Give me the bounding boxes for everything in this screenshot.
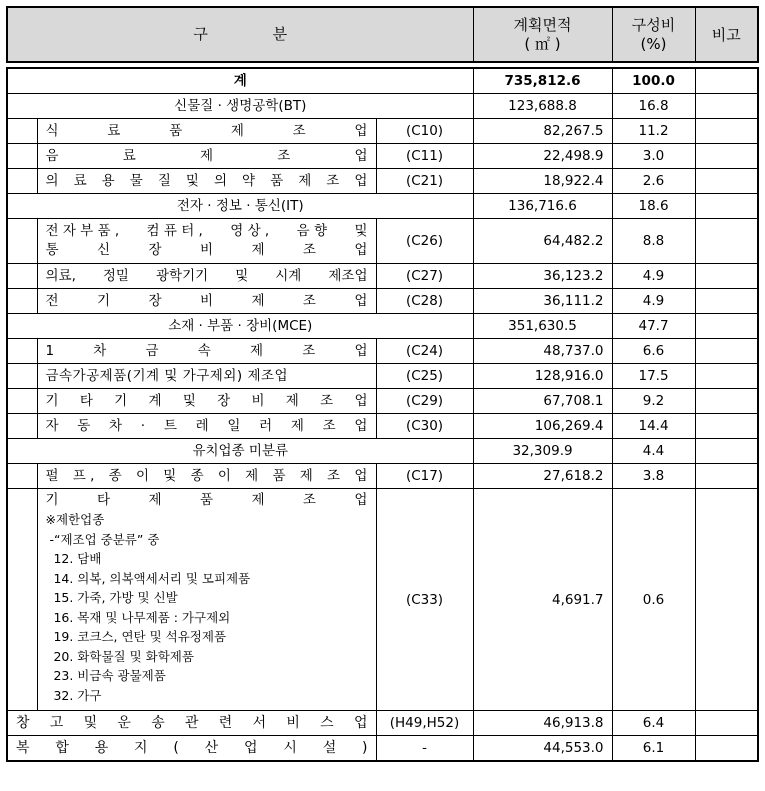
group-area: 32,309.9 xyxy=(473,439,612,464)
complex-row-code: - xyxy=(376,736,473,762)
name-part: 제 xyxy=(290,418,304,434)
item-code: (C25) xyxy=(376,364,473,389)
warehouse-row-label xyxy=(7,711,376,736)
name-part: 조 xyxy=(302,293,316,309)
name-part: 트 xyxy=(163,418,177,434)
name-part: 산 xyxy=(204,740,219,756)
item-note xyxy=(695,219,758,264)
name-part: 기 xyxy=(96,293,111,309)
group-note xyxy=(695,314,758,339)
item-name-line xyxy=(46,222,368,241)
item-note xyxy=(695,464,758,489)
name-part: 업 xyxy=(354,242,368,258)
total-label: 계 xyxy=(7,68,473,94)
name-part: 차 xyxy=(93,343,107,359)
name-part: 통 xyxy=(45,242,59,258)
name-part: 약 xyxy=(242,173,256,189)
name-part: 계 xyxy=(148,393,162,409)
name-part: 제 xyxy=(249,343,264,359)
item-code: (C21) xyxy=(376,169,473,194)
item-row xyxy=(7,219,758,264)
group-row xyxy=(7,194,758,219)
name-part: 료 xyxy=(122,148,136,164)
name-part: 정밀 xyxy=(102,268,129,284)
name-part: 제 xyxy=(230,123,244,139)
item-row xyxy=(7,364,758,389)
name-part: 복 xyxy=(16,740,30,756)
warehouse-row-code: (H49,H52) xyxy=(376,711,473,736)
item-name-text xyxy=(46,268,368,284)
name-part: 및 xyxy=(185,173,199,189)
item-ratio: 8.8 xyxy=(612,219,695,264)
item-name-text xyxy=(46,492,368,508)
name-part: 및 xyxy=(163,468,177,484)
name-part: 광학기기 xyxy=(156,268,209,284)
item-name xyxy=(37,169,376,194)
total-note xyxy=(695,68,758,94)
item-ratio: 9.2 xyxy=(612,389,695,414)
note-line: 14. 의복, 의복액세서리 및 모피제품 xyxy=(45,570,251,586)
name-part: 기 xyxy=(114,393,128,409)
item-area: 82,267.5 xyxy=(473,119,612,144)
name-part: 제 xyxy=(148,492,162,508)
item-name xyxy=(37,339,376,364)
complex-row-ratio: 6.1 xyxy=(612,736,695,762)
land-use-table-container xyxy=(6,6,759,762)
name-part: 차 xyxy=(109,418,123,434)
item-name-text xyxy=(46,343,368,359)
name-part: 및 xyxy=(354,223,368,239)
name-part: 러 xyxy=(259,418,273,434)
indent-cell xyxy=(7,414,37,439)
name-part: 비 xyxy=(199,293,213,309)
name-part: 및 xyxy=(182,393,196,409)
item-name-text xyxy=(46,418,368,434)
item-code: (C10) xyxy=(376,119,473,144)
note-line: -“제조업 중분류” 중 xyxy=(45,531,160,547)
indent-cell xyxy=(7,264,37,289)
name-part: 프 , xyxy=(72,468,95,484)
name-part: 시 xyxy=(283,740,297,756)
name-part: 신 xyxy=(96,242,111,258)
name-part: 종 xyxy=(190,468,204,484)
name-part: 스 xyxy=(320,715,334,731)
group-label: 전자 · 정보 · 통신(IT) xyxy=(7,194,473,219)
land-use-table xyxy=(6,6,759,762)
name-part: 조 xyxy=(277,148,291,164)
complex-row-text xyxy=(16,740,368,756)
item-name xyxy=(37,489,376,711)
item-code: (C29) xyxy=(376,389,473,414)
indent-cell xyxy=(7,364,37,389)
group-row xyxy=(7,439,758,464)
name-part: 제 xyxy=(285,393,299,409)
name-part: 속 xyxy=(197,343,211,359)
name-part: 조 xyxy=(292,123,306,139)
name-part: 이 xyxy=(135,468,150,484)
name-part: 업 xyxy=(354,293,368,309)
item-note xyxy=(695,144,758,169)
name-part: 조 xyxy=(326,173,340,189)
item-ratio: 2.6 xyxy=(612,169,695,194)
name-part: 일 xyxy=(227,418,241,434)
name-part: 의료, xyxy=(45,268,76,284)
name-part: ) xyxy=(362,740,368,756)
name-part: 제 xyxy=(298,173,312,189)
item-name xyxy=(37,289,376,314)
item-ratio: 14.4 xyxy=(612,414,695,439)
item-area: 106,269.4 xyxy=(473,414,612,439)
name-part: 제 xyxy=(199,148,214,164)
note-line: ※제한업종 xyxy=(45,512,105,527)
complex-row-label xyxy=(7,736,376,762)
note-line: 19. 코크스, 연탄 및 석유정제품 xyxy=(45,629,227,644)
name-part: 설 xyxy=(322,740,337,756)
note-line: 23. 비금속 광물제품 xyxy=(45,668,166,683)
name-part: 업 xyxy=(353,715,368,731)
name-part: 비 xyxy=(286,715,300,731)
name-part: 전 자 부 품 , xyxy=(45,223,120,239)
name-part: 제조업 xyxy=(328,268,368,284)
name-part: 합 xyxy=(55,740,69,756)
name-part: 장 xyxy=(217,393,231,409)
name-part: 품 xyxy=(270,173,284,189)
name-part: 제 xyxy=(251,492,265,508)
name-part: 시계 xyxy=(275,268,302,284)
name-part: 음 xyxy=(45,148,59,164)
item-area: 48,737.0 xyxy=(473,339,612,364)
item-ratio: 3.8 xyxy=(612,464,695,489)
item-name xyxy=(37,414,376,439)
item-code: (C30) xyxy=(376,414,473,439)
name-part: 제 xyxy=(251,242,265,258)
item-name-line xyxy=(46,241,368,260)
item-note xyxy=(695,339,758,364)
item-row xyxy=(7,464,758,489)
name-part: 종 xyxy=(108,468,122,484)
name-part: 제 xyxy=(251,293,265,309)
name-part: 용 xyxy=(94,740,109,756)
name-part: 및 xyxy=(83,715,98,731)
name-part: 창 xyxy=(16,715,30,731)
header-area: 계획면적 ( ㎡ ) xyxy=(473,7,612,62)
name-part: ( xyxy=(173,740,179,756)
name-part: 운 xyxy=(117,715,131,731)
item-ratio: 3.0 xyxy=(612,144,695,169)
name-part: 품 xyxy=(199,492,213,508)
item-name xyxy=(37,464,376,489)
indent-cell xyxy=(7,489,37,711)
name-part: · xyxy=(140,418,146,434)
group-area: 351,630.5 xyxy=(473,314,612,339)
name-part: 동 xyxy=(77,418,91,434)
item-note xyxy=(695,169,758,194)
name-part: 업 xyxy=(354,418,368,434)
item-name xyxy=(37,119,376,144)
indent-cell xyxy=(7,119,37,144)
name-part: 업 xyxy=(354,468,368,484)
name-part: 고 xyxy=(49,715,64,731)
name-part: 료 xyxy=(107,123,121,139)
item-code: (C24) xyxy=(376,339,473,364)
indent-cell xyxy=(7,144,37,169)
item-row xyxy=(7,169,758,194)
item-name xyxy=(37,144,376,169)
name-part: 질 xyxy=(157,173,171,189)
group-row xyxy=(7,314,758,339)
name-part: 조 xyxy=(322,418,336,434)
note-line: 15. 가죽, 가방 및 신발 xyxy=(45,590,178,605)
item-name-text xyxy=(46,148,368,164)
item-ratio: 6.6 xyxy=(612,339,695,364)
name-part: 업 xyxy=(354,173,368,189)
total-row xyxy=(7,68,758,94)
item-area: 22,498.9 xyxy=(473,144,612,169)
item-note xyxy=(695,414,758,439)
item-ratio: 4.9 xyxy=(612,264,695,289)
total-ratio: 100.0 xyxy=(612,68,695,94)
name-part: 장 xyxy=(148,293,162,309)
group-note xyxy=(695,439,758,464)
name-part: 업 xyxy=(354,492,368,508)
group-note xyxy=(695,94,758,119)
item-area: 4,691.7 xyxy=(473,489,612,711)
name-part: 기 xyxy=(45,393,59,409)
note-line: 12. 담배 xyxy=(45,551,102,566)
name-part: 조 xyxy=(327,468,341,484)
name-part: 자 xyxy=(45,418,59,434)
item-ratio: 17.5 xyxy=(612,364,695,389)
name-part: 송 xyxy=(151,715,165,731)
indent-cell xyxy=(7,464,37,489)
name-part: 기 xyxy=(45,492,59,508)
name-part: 업 xyxy=(354,148,368,164)
item-area: 27,618.2 xyxy=(473,464,612,489)
item-ratio: 0.6 xyxy=(612,489,695,711)
name-part: 식 xyxy=(45,123,59,139)
item-name-text xyxy=(46,293,368,309)
group-label: 소재 · 부품 · 장비(MCE) xyxy=(7,314,473,339)
item-name: 금속가공제품(기계 및 가구제외) 제조업 xyxy=(37,364,376,389)
item-code: (C26) xyxy=(376,219,473,264)
item-code: (C33) xyxy=(376,489,473,711)
group-row xyxy=(7,94,758,119)
name-part: 및 xyxy=(235,268,249,284)
note-line: 20. 화학물질 및 화학제품 xyxy=(45,648,194,664)
group-ratio: 16.8 xyxy=(612,94,695,119)
group-label: 유치업종 미분류 xyxy=(7,439,473,464)
name-part: 업 xyxy=(354,393,368,409)
name-part: 조 xyxy=(302,343,316,359)
indent-cell xyxy=(7,289,37,314)
complex-row-note xyxy=(695,736,758,762)
name-part: 료 xyxy=(73,173,87,189)
item-code: (C11) xyxy=(376,144,473,169)
item-note xyxy=(695,264,758,289)
warehouse-row-note xyxy=(695,711,758,736)
name-part: 비 xyxy=(199,242,213,258)
complex-row xyxy=(7,736,758,762)
item-row xyxy=(7,264,758,289)
name-part: 레 xyxy=(195,418,209,434)
name-part: 1 xyxy=(45,343,55,359)
item-name xyxy=(37,264,376,289)
item-row-other xyxy=(7,489,758,711)
item-name-text xyxy=(46,468,368,484)
item-name-text xyxy=(46,393,368,409)
name-part: 영 상 , xyxy=(230,223,270,239)
item-code: (C27) xyxy=(376,264,473,289)
item-ratio: 11.2 xyxy=(612,119,695,144)
name-part: 품 xyxy=(169,123,183,139)
item-name-text xyxy=(46,173,368,189)
restricted-notes xyxy=(46,508,368,705)
header-category: 구 분 xyxy=(7,7,473,62)
item-row xyxy=(7,289,758,314)
item-row xyxy=(7,144,758,169)
note-line: 16. 목재 및 나무제품 : 가구제외 xyxy=(45,609,231,625)
name-part: 전 xyxy=(45,293,59,309)
item-area: 18,922.4 xyxy=(473,169,612,194)
name-part: 서 xyxy=(252,715,267,731)
item-row xyxy=(7,414,758,439)
item-area: 128,916.0 xyxy=(473,364,612,389)
group-label: 신물질 · 생명공학(BT) xyxy=(7,94,473,119)
complex-row-area: 44,553.0 xyxy=(473,736,612,762)
item-note xyxy=(695,119,758,144)
name-part: 지 xyxy=(134,740,148,756)
name-part: 금 xyxy=(145,343,159,359)
name-part: 업 xyxy=(354,123,368,139)
note-line: 32. 가구 xyxy=(45,687,102,703)
name-part: 컴 퓨 터 , xyxy=(146,223,203,239)
item-ratio: 4.9 xyxy=(612,289,695,314)
name-part: 비 xyxy=(251,393,265,409)
name-part: 업 xyxy=(244,740,258,756)
item-note xyxy=(695,389,758,414)
name-part: 품 xyxy=(272,468,286,484)
group-ratio: 47.7 xyxy=(612,314,695,339)
header-ratio: 구성비 (%) xyxy=(612,7,695,62)
name-part: 의 xyxy=(213,173,228,189)
name-part: 업 xyxy=(354,343,368,359)
indent-cell xyxy=(7,219,37,264)
warehouse-row-text xyxy=(16,715,368,731)
item-note xyxy=(695,489,758,711)
item-row xyxy=(7,389,758,414)
item-name-text xyxy=(46,123,368,139)
group-note xyxy=(695,194,758,219)
warehouse-row xyxy=(7,711,758,736)
item-name xyxy=(37,389,376,414)
name-part: 관 xyxy=(184,715,199,731)
item-note xyxy=(695,364,758,389)
name-part: 조 xyxy=(320,393,334,409)
name-part: 물 xyxy=(129,173,143,189)
item-area: 67,708.1 xyxy=(473,389,612,414)
name-part: 용 xyxy=(101,173,115,189)
indent-cell xyxy=(7,389,37,414)
name-part: 제 xyxy=(245,468,259,484)
item-name xyxy=(37,219,376,264)
item-row xyxy=(7,339,758,364)
item-note xyxy=(695,289,758,314)
name-part: 조 xyxy=(302,492,316,508)
item-area: 36,123.2 xyxy=(473,264,612,289)
header-row xyxy=(7,7,758,62)
name-part: 이 xyxy=(217,468,231,484)
indent-cell xyxy=(7,339,37,364)
group-ratio: 4.4 xyxy=(612,439,695,464)
name-part: 제 xyxy=(299,468,313,484)
item-area: 64,482.2 xyxy=(473,219,612,264)
item-code: (C17) xyxy=(376,464,473,489)
group-ratio: 18.6 xyxy=(612,194,695,219)
name-part: 음 향 xyxy=(296,223,328,239)
header-note: 비고 xyxy=(695,7,758,62)
name-part: 조 xyxy=(302,242,316,258)
item-code: (C28) xyxy=(376,289,473,314)
name-part: 타 xyxy=(79,393,93,409)
name-part: 타 xyxy=(96,492,111,508)
name-part: 장 xyxy=(148,242,162,258)
group-area: 136,716.6 xyxy=(473,194,612,219)
name-part: 펄 xyxy=(45,468,59,484)
item-area: 36,111.2 xyxy=(473,289,612,314)
name-part: 련 xyxy=(218,715,233,731)
indent-cell xyxy=(7,169,37,194)
total-area: 735,812.6 xyxy=(473,68,612,94)
warehouse-row-area: 46,913.8 xyxy=(473,711,612,736)
group-area: 123,688.8 xyxy=(473,94,612,119)
name-part: 의 xyxy=(45,173,59,189)
item-row xyxy=(7,119,758,144)
warehouse-row-ratio: 6.4 xyxy=(612,711,695,736)
